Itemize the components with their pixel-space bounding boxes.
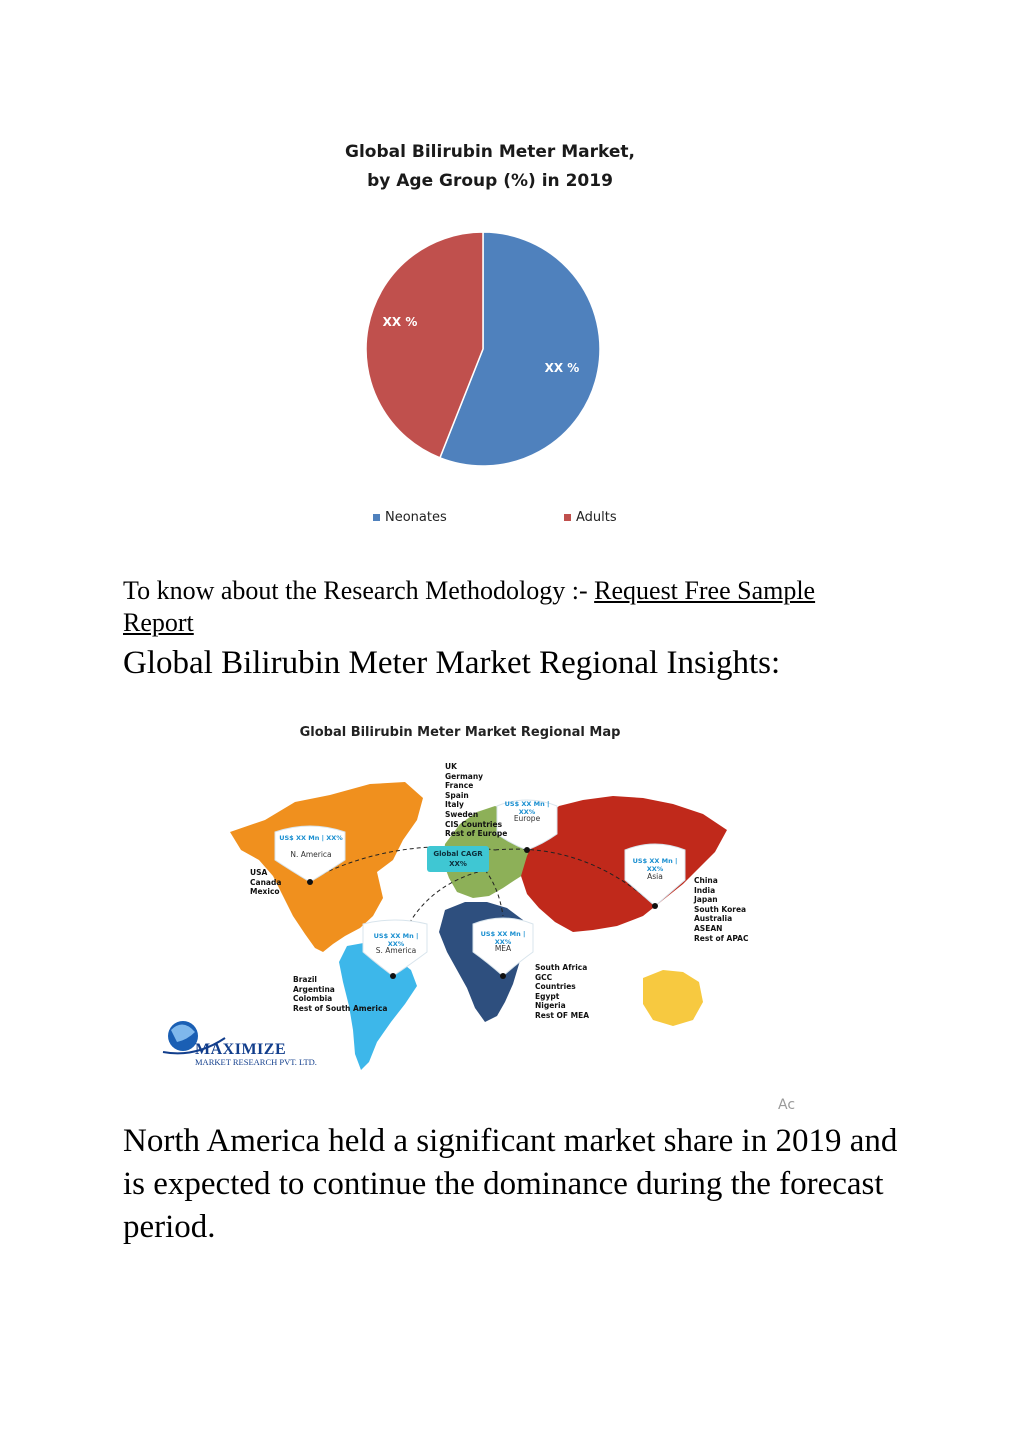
- pin-region-sa: S. America: [375, 946, 417, 955]
- legend-item-adults: [564, 510, 617, 525]
- regional-insights-heading: Global Bilirubin Meter Market Regional Insights:: [123, 645, 781, 681]
- pie-slices: [366, 232, 600, 466]
- legend-swatch-neonates: [373, 514, 380, 521]
- pin-region-mea: MEA: [494, 944, 512, 953]
- methodology-paragraph: [123, 575, 883, 639]
- pin-value-asia: US$ XX Mn | XX%: [632, 857, 678, 873]
- asia-countries: China India Japan South Korea Australia ASEAN Rest of APAC: [694, 876, 749, 943]
- legend-label-adults: Adults: [576, 510, 617, 525]
- pin-region-asia: Asia: [647, 872, 663, 881]
- north-america-countries: USA Canada Mexico: [250, 868, 282, 897]
- legend-label-neonates: Neonates: [385, 510, 447, 525]
- pie-chart-svg: [300, 130, 680, 540]
- maximize-logo-subtext: MARKET RESEARCH PVT. LTD.: [195, 1057, 317, 1067]
- pie-chart-figure: [300, 130, 680, 540]
- cagr-label: Global CAGR: [433, 850, 483, 858]
- pin-region-europe: Europe: [513, 814, 541, 823]
- pin-region-na: N. America: [290, 850, 332, 859]
- mea-countries: South Africa GCC Countries Egypt Nigeria Rest OF MEA: [535, 963, 590, 1020]
- europe-countries: UK Germany France Spain Italy Sweden CIS Countries Rest of Europe: [445, 762, 508, 839]
- south-america-countries: Brazil Argentina Colombia Rest of South America: [293, 975, 388, 1013]
- oceania-region: [643, 970, 703, 1026]
- pie-chart-title-line1: Global Bilirubin Meter Market,: [345, 142, 635, 162]
- pin-value-europe: US$ XX Mn | XX%: [504, 800, 550, 816]
- legend-item-neonates: [373, 510, 447, 525]
- pie-data-label-adults: XX %: [382, 314, 418, 329]
- maximize-logo-text: MAXIMIZE: [195, 1041, 287, 1058]
- pie-data-label-neonates: XX %: [544, 361, 580, 376]
- regional-map-figure: [155, 720, 765, 1080]
- methodology-text: To know about the Research Methodology :-: [123, 576, 595, 605]
- request-sample-link[interactable]: Request Free Sample Report: [123, 576, 816, 637]
- cagr-value: XX%: [449, 860, 467, 868]
- ad-fragment-text: Ac: [778, 1097, 796, 1113]
- pin-value-na: US$ XX Mn | XX%: [279, 834, 343, 842]
- pin-value-mea: US$ XX Mn | XX%: [480, 930, 526, 946]
- conclusion-paragraph: North America held a significant market share in 2019 and is expected to continue the dominance during the forecast period.: [123, 1123, 898, 1245]
- global-cagr-box: [427, 846, 489, 872]
- pie-chart-title-line2: by Age Group (%) in 2019: [367, 171, 613, 191]
- legend-swatch-adults: [564, 514, 571, 521]
- pin-value-sa: US$ XX Mn | XX%: [373, 932, 419, 948]
- map-title: Global Bilirubin Meter Market Regional Map: [299, 725, 621, 740]
